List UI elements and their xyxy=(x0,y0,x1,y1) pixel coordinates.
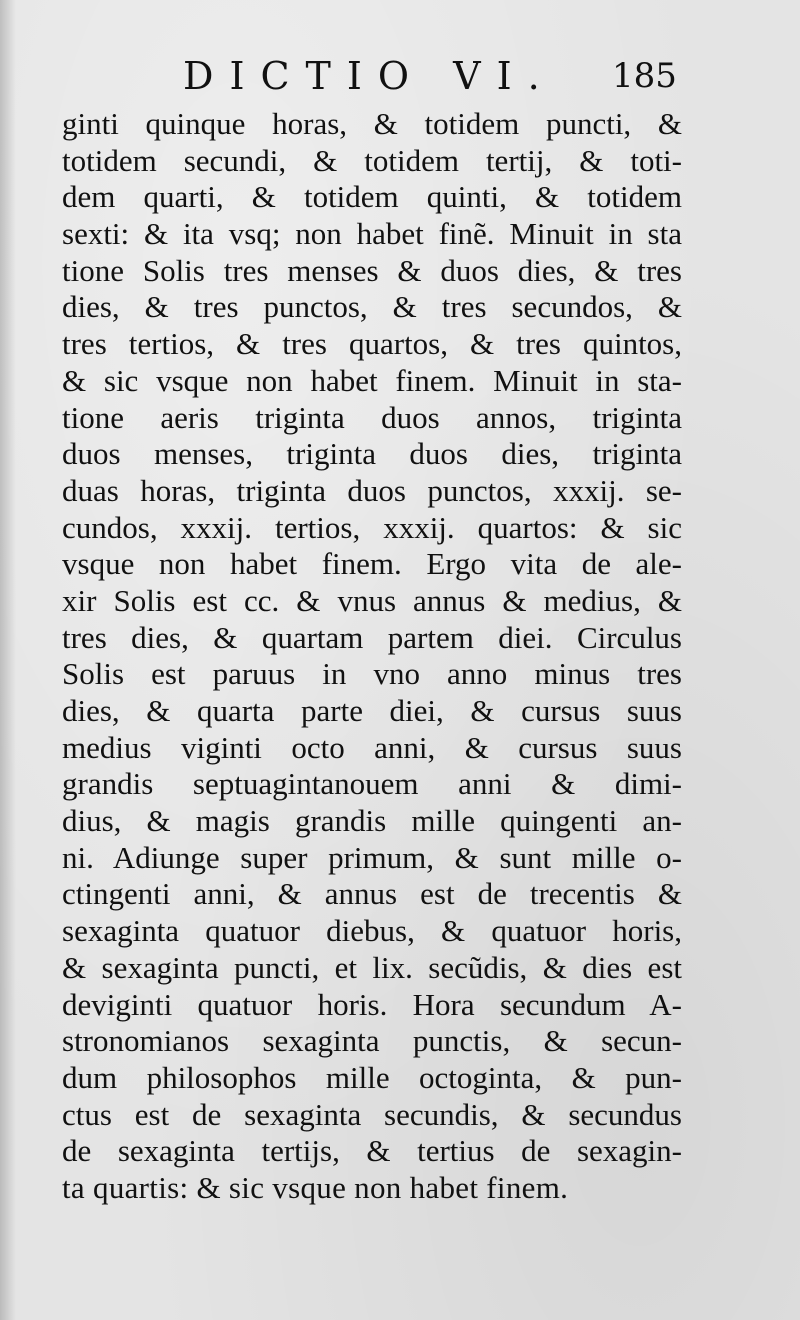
text-line: dum philosophos mille octoginta, & pun- xyxy=(62,1059,682,1095)
text-line: tres tertios, & tres quartos, & tres quintos, xyxy=(62,326,682,362)
text-line: stronomianos sexaginta punctis, & secun- xyxy=(62,1023,682,1059)
text-line: cundos, xxxij. tertios, xxxij. quartos: & sic xyxy=(62,509,682,545)
text-line: dies, & quarta parte diei, & cursus suus xyxy=(62,693,682,728)
text-line: duos menses, triginta duos dies, triginta xyxy=(62,436,682,472)
text-line: ctingenti anni, & annus est de trecentis & xyxy=(62,876,682,912)
text-line: ni. Adiunge super primum, & sunt mille o- xyxy=(62,839,682,875)
text-line: duas horas, triginta duos punctos, xxxij. se- xyxy=(62,472,682,508)
text-line: ctus est de sexaginta secundis, & secundus xyxy=(62,1096,682,1132)
text-line: ginti quinque horas, & totidem puncti, & xyxy=(62,106,682,141)
text-line: sexaginta quatuor diebus, & quatuor horis, xyxy=(62,913,682,949)
body-text xyxy=(62,106,682,1207)
text-line: tione aeris triginta duos annos, triginta xyxy=(62,399,682,435)
text-line: Solis est paruus in vno anno minus tres xyxy=(62,656,682,692)
text-line: totidem secundi, & totidem tertij, & toti- xyxy=(62,142,682,178)
text-line: xir Solis est cc. & vnus annus & medius, & xyxy=(62,582,682,618)
page-number: 185 xyxy=(612,56,677,96)
page-gutter-shadow xyxy=(0,0,16,1320)
text-line: & sexaginta puncti, et lix. secũdis, & dies est xyxy=(62,949,682,985)
text-line: tres dies, & quartam partem diei. Circulus xyxy=(62,619,682,655)
text-line: dies, & tres punctos, & tres secundos, & xyxy=(62,289,682,325)
text-line: medius viginti octo anni, & cursus suus xyxy=(62,729,682,765)
text-line: grandis septuagintanouem anni & dimi- xyxy=(62,766,682,802)
text-line: sexti: & ita vsq; non habet finẽ. Minuit in sta xyxy=(62,216,682,252)
text-line: & sic vsque non habet finem. Minuit in sta- xyxy=(62,362,682,398)
text-line: dem quarti, & totidem quinti, & totidem xyxy=(62,179,682,215)
text-line: dius, & magis grandis mille quingenti an- xyxy=(62,803,682,839)
text-line: vsque non habet finem. Ergo vita de ale- xyxy=(62,546,682,582)
text-line: ta quartis: & sic vsque non habet finem. xyxy=(62,1169,569,1205)
text-line: tione Solis tres menses & duos dies, & tres xyxy=(62,252,682,288)
running-head: DICTIO VI. xyxy=(183,54,556,98)
text-line: de sexaginta tertijs, & tertius de sexagin- xyxy=(62,1133,682,1169)
text-line: deviginti quatuor horis. Hora secundum A- xyxy=(62,986,682,1022)
page-header xyxy=(0,48,800,104)
